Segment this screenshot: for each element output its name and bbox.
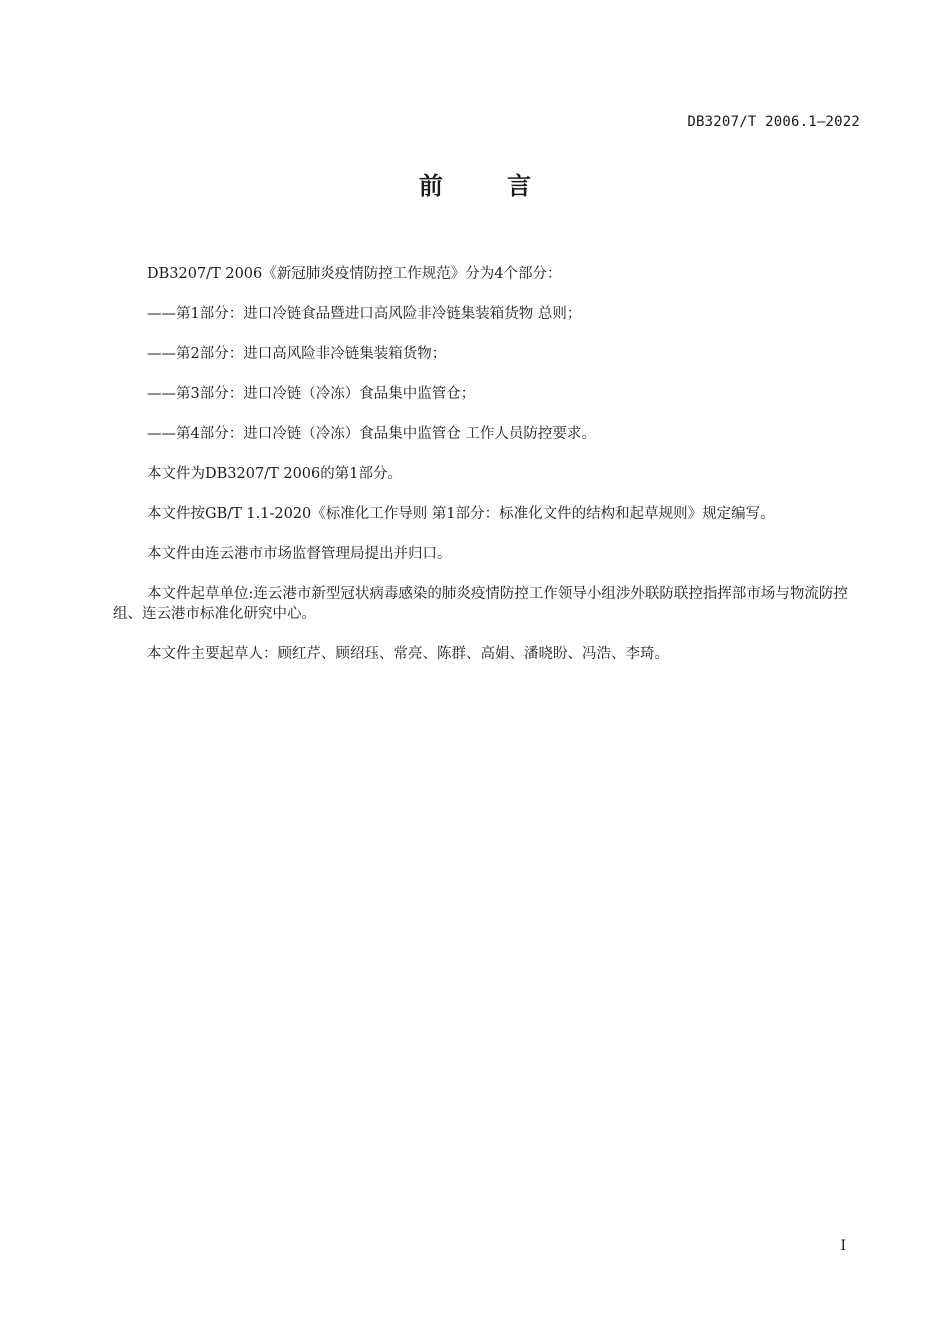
list-item-part-3: ——第3部分：进口冷链（冷冻）食品集中监管仓； bbox=[147, 386, 476, 402]
paragraph-drafting-units: 本文件起草单位:连云港市新型冠状病毒感染的肺炎疫情防控工作领导小组涉外联防联控指挥部市场与物流防控组、连云港市标准化研究中心。 bbox=[113, 586, 848, 622]
list-item-part-2: ——第2部分：进口高风险非冷链集装箱货物； bbox=[147, 346, 447, 362]
paragraph-proposer: 本文件由连云港市市场监督管理局提出并归口。 bbox=[147, 546, 452, 562]
list-item-part-4: ——第4部分：进口冷链（冷冻）食品集中监管仓 工作人员防控要求。 bbox=[147, 426, 596, 442]
page-title: 前 言 bbox=[418, 172, 560, 200]
paragraph-drafters: 本文件主要起草人：顾红芹、顾绍珏、常亮、陈群、高娟、潘晓盼、冯浩、李琦。 bbox=[147, 646, 669, 662]
page-number: I bbox=[840, 1238, 846, 1254]
paragraph-drafting-rules: 本文件按GB/T 1.1-2020《标准化工作导则 第1部分：标准化文件的结构和起草规则》规定编写。 bbox=[147, 506, 775, 522]
document-code: DB3207/T 2006.1—2022 bbox=[687, 114, 860, 130]
list-item-part-1: ——第1部分：进口冷链食品暨进口高风险非冷链集装箱货物 总则； bbox=[147, 306, 582, 322]
paragraph-parts-intro: DB3207/T 2006《新冠肺炎疫情防控工作规范》分为4个部分： bbox=[147, 266, 562, 282]
foreword-body bbox=[113, 264, 860, 664]
paragraph-part-statement: 本文件为DB3207/T 2006的第1部分。 bbox=[147, 466, 402, 482]
